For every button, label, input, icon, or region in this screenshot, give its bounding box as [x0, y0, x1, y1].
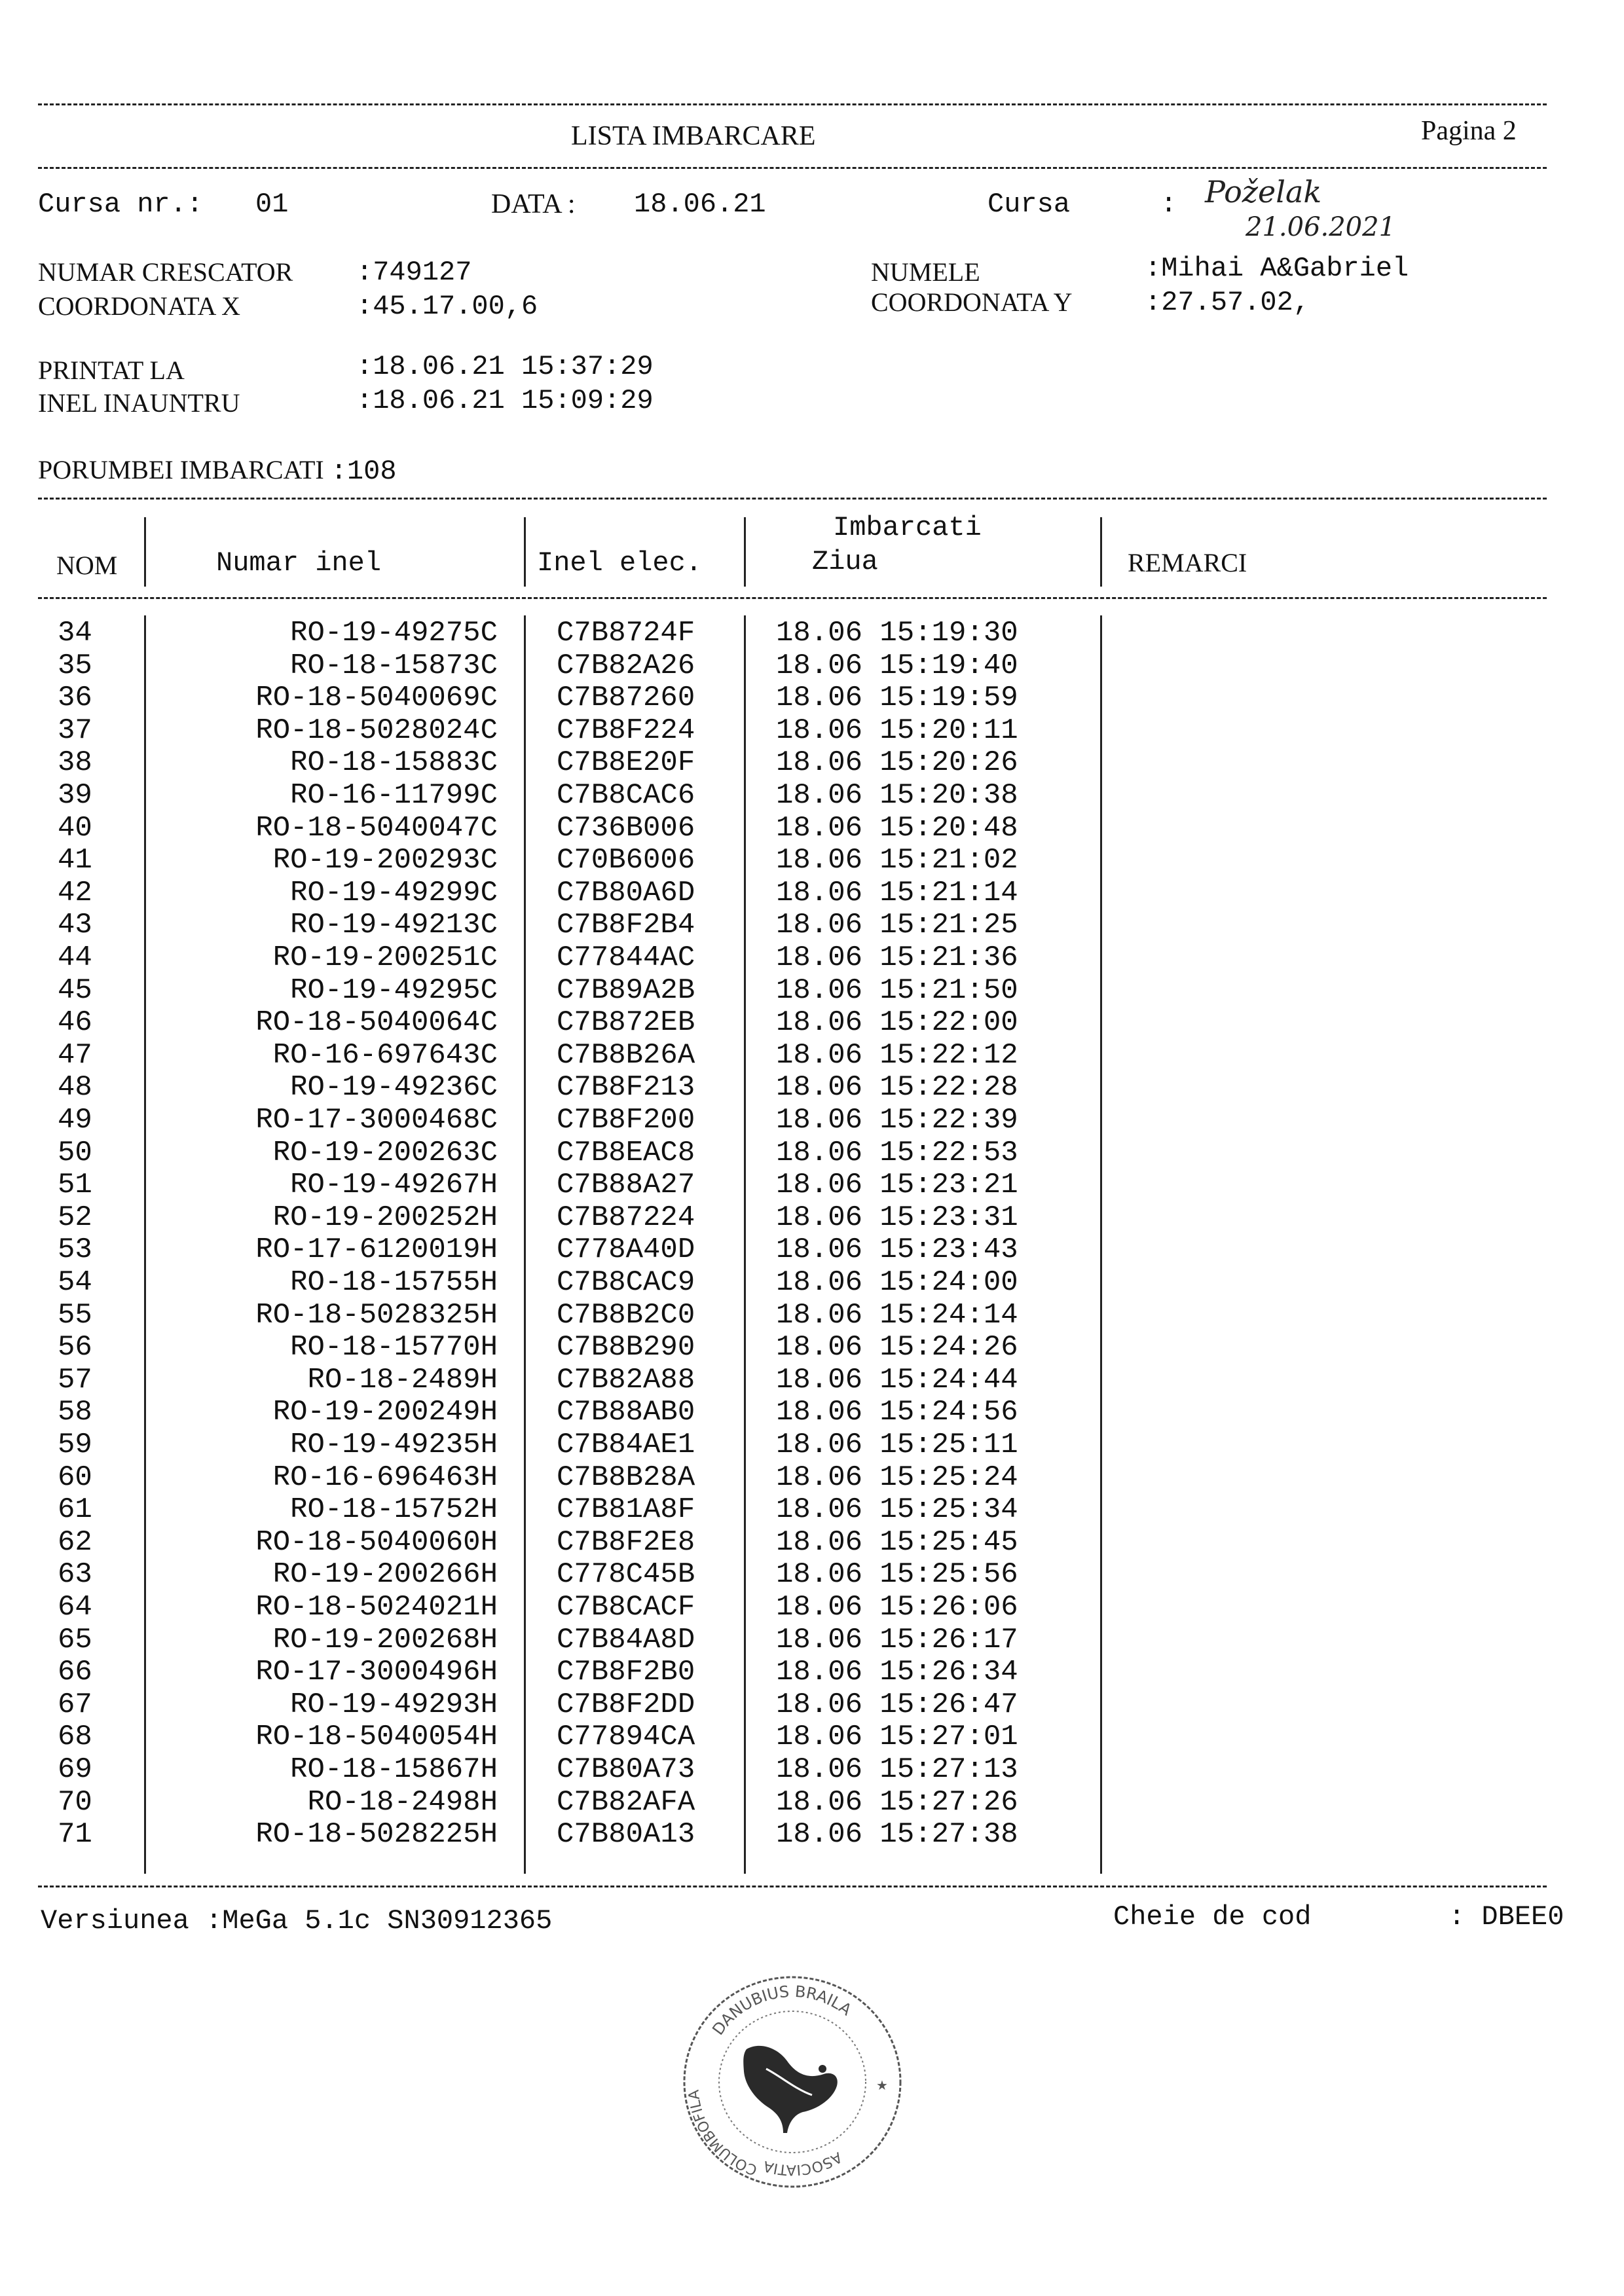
header-separator-3 [744, 517, 746, 587]
cell-inel-elec: C7B87260 [557, 682, 695, 715]
cell-nom: 54 [58, 1266, 92, 1299]
cell-nom: 38 [58, 746, 92, 780]
cell-inel-elec: C7B82AFA [557, 1785, 695, 1819]
cell-numar-inel: RO-18-15883C [290, 746, 498, 780]
cheie-label: Cheie de cod [1113, 1901, 1312, 1933]
cell-inel-elec: C778C45B [557, 1558, 695, 1592]
cell-numar-inel: RO-17-3000496H [255, 1656, 498, 1689]
table-row [0, 1818, 1624, 1851]
cell-inel-elec: C7B8724F [557, 617, 695, 649]
table-row [0, 1169, 1624, 1201]
cursa-separator: : [1160, 189, 1177, 220]
cell-ziua: 18.06 15:21:02 [776, 844, 1018, 877]
table-row [0, 682, 1624, 714]
cell-ziua: 18.06 15:26:47 [776, 1688, 1018, 1721]
coord-y-label: COORDONATA Y [871, 287, 1073, 317]
cell-ziua: 18.06 15:19:30 [776, 617, 1018, 649]
cell-ziua: 18.06 15:22:28 [776, 1071, 1018, 1104]
cell-inel-elec: C7B8B28A [557, 1461, 695, 1494]
cell-nom: 41 [58, 844, 92, 877]
cell-inel-elec: C77844AC [557, 941, 695, 974]
version-info: Versiunea :MeGa 5.1c SN30912365 [41, 1905, 553, 1937]
cell-ziua: 18.06 15:19:59 [776, 682, 1018, 715]
table-row [0, 1201, 1624, 1234]
table-row [0, 1266, 1624, 1299]
pigeon-emblem-icon [743, 2046, 838, 2133]
cell-inel-elec: C7B8F2B0 [557, 1656, 695, 1689]
inel-inauntru-label: INEL INAUNTRU [38, 388, 240, 418]
table-row [0, 1006, 1624, 1039]
cell-numar-inel: RO-17-3000468C [255, 1104, 498, 1137]
numele-label: NUMELE [871, 257, 980, 287]
cell-nom: 40 [58, 811, 92, 845]
col-header-numar-inel: Numar inel [216, 547, 382, 579]
cell-ziua: 18.06 15:22:53 [776, 1136, 1018, 1169]
cell-nom: 62 [58, 1525, 92, 1559]
cell-nom: 47 [58, 1038, 92, 1072]
data-label: DATA : [491, 189, 576, 219]
cell-ziua: 18.06 15:22:12 [776, 1038, 1018, 1072]
cell-ziua: 18.06 15:23:43 [776, 1233, 1018, 1267]
association-stamp [668, 1964, 917, 2200]
table-row [0, 617, 1624, 649]
cell-numar-inel: RO-18-5028225H [255, 1818, 498, 1851]
table-row [0, 1656, 1624, 1688]
table-row [0, 779, 1624, 812]
cell-numar-inel: RO-18-5040054H [255, 1721, 498, 1754]
cell-inel-elec: C7B8F2B4 [557, 909, 695, 942]
cell-nom: 66 [58, 1656, 92, 1689]
cell-nom: 64 [58, 1591, 92, 1624]
table-header-rule [38, 597, 1547, 599]
cell-nom: 60 [58, 1461, 92, 1494]
cell-nom: 39 [58, 779, 92, 812]
cell-numar-inel: RO-19-49235H [290, 1429, 498, 1461]
cell-inel-elec: C7B8F200 [557, 1104, 695, 1137]
cell-inel-elec: C7B8F2DD [557, 1688, 695, 1721]
stamp-star-icon: ★ [876, 2077, 888, 2093]
header-separator-4 [1100, 517, 1102, 587]
table-row [0, 974, 1624, 1007]
cell-inel-elec: C736B006 [557, 811, 695, 845]
cell-nom: 68 [58, 1721, 92, 1754]
header-rule [38, 167, 1547, 169]
table-row [0, 1429, 1624, 1461]
table-row [0, 941, 1624, 974]
table-row [0, 1591, 1624, 1624]
cell-inel-elec: C70B6006 [557, 844, 695, 877]
cell-inel-elec: C7B8F224 [557, 714, 695, 747]
handwritten-date: 21.06.2021 [1246, 212, 1396, 242]
col-header-remarci: REMARCI [1128, 548, 1247, 577]
table-row [0, 1786, 1624, 1819]
table-row [0, 1558, 1624, 1591]
numar-crescator-label: NUMAR CRESCATOR [38, 257, 293, 287]
col-header-imbarcati: Imbarcati [833, 512, 982, 543]
cell-numar-inel: RO-18-5028325H [255, 1298, 498, 1332]
cell-numar-inel: RO-18-5024021H [255, 1591, 498, 1624]
cell-nom: 67 [58, 1688, 92, 1721]
cursa-nr-label: Cursa nr.: [38, 189, 204, 220]
cell-nom: 55 [58, 1298, 92, 1332]
cursa-label: Cursa [987, 189, 1071, 220]
cell-numar-inel: RO-18-15755H [290, 1266, 498, 1299]
col-header-ziua: Ziua [812, 546, 878, 577]
cell-inel-elec: C77894CA [557, 1721, 695, 1754]
cell-ziua: 18.06 15:20:26 [776, 746, 1018, 780]
table-row [0, 1721, 1624, 1753]
cell-inel-elec: C7B82A26 [557, 649, 695, 682]
cell-inel-elec: C7B89A2B [557, 974, 695, 1007]
cell-numar-inel: RO-18-15770H [290, 1331, 498, 1364]
coord-x-label: COORDONATA X [38, 291, 241, 321]
cell-nom: 58 [58, 1396, 92, 1429]
cell-ziua: 18.06 15:20:11 [776, 714, 1018, 747]
cell-inel-elec: C7B84AE1 [557, 1429, 695, 1461]
cell-ziua: 18.06 15:24:26 [776, 1331, 1018, 1364]
cell-nom: 56 [58, 1331, 92, 1364]
cell-nom: 44 [58, 941, 92, 974]
table-row [0, 1753, 1624, 1786]
cell-ziua: 18.06 15:26:34 [776, 1656, 1018, 1689]
cell-nom: 50 [58, 1136, 92, 1169]
cell-inel-elec: C7B80A13 [557, 1818, 695, 1851]
cell-inel-elec: C7B8CAC9 [557, 1266, 695, 1299]
printat-value: :18.06.21 15:37:29 [356, 351, 654, 382]
cell-inel-elec: C7B88A27 [557, 1169, 695, 1202]
cell-inel-elec: C7B8F213 [557, 1071, 695, 1104]
cell-inel-elec: C7B872EB [557, 1006, 695, 1040]
coord-y-value: :27.57.02, [1145, 287, 1310, 318]
cell-nom: 34 [58, 617, 92, 649]
coord-x-value: :45.17.00,6 [356, 291, 538, 322]
cell-numar-inel: RO-19-49275C [290, 617, 498, 649]
cell-nom: 63 [58, 1558, 92, 1592]
cell-ziua: 18.06 15:21:25 [776, 909, 1018, 942]
cell-numar-inel: RO-18-5040047C [255, 811, 498, 845]
table-row [0, 1493, 1624, 1526]
cell-ziua: 18.06 15:26:06 [776, 1591, 1018, 1624]
cell-nom: 52 [58, 1201, 92, 1234]
cell-numar-inel: RO-18-5040060H [255, 1525, 498, 1559]
table-row [0, 1526, 1624, 1559]
cell-numar-inel: RO-19-49299C [290, 876, 498, 909]
cell-ziua: 18.06 15:27:26 [776, 1785, 1018, 1819]
cell-numar-inel: RO-19-49295C [290, 974, 498, 1007]
inel-inauntru-value: :18.06.21 15:09:29 [356, 385, 654, 416]
stamp-text-top: DANUBIUS BRAILA [709, 1982, 855, 2039]
table-row [0, 1688, 1624, 1721]
cell-numar-inel: RO-19-200266H [272, 1558, 498, 1592]
cell-inel-elec: C7B8B2C0 [557, 1298, 695, 1332]
col-header-inel-elec: Inel elec. [537, 547, 703, 579]
porumbei-value: :108 [330, 456, 397, 487]
cell-numar-inel: RO-19-49293H [290, 1688, 498, 1721]
cell-ziua: 18.06 15:27:01 [776, 1721, 1018, 1754]
cell-ziua: 18.06 15:20:48 [776, 811, 1018, 845]
cell-ziua: 18.06 15:24:00 [776, 1266, 1018, 1299]
cell-numar-inel: RO-19-200252H [272, 1201, 498, 1234]
cell-numar-inel: RO-19-49267H [290, 1169, 498, 1202]
table-row [0, 1396, 1624, 1429]
cell-nom: 35 [58, 649, 92, 682]
cell-numar-inel: RO-18-2498H [307, 1785, 498, 1819]
cell-numar-inel: RO-16-697643C [272, 1038, 498, 1072]
table-body [0, 617, 1624, 1874]
cell-ziua: 18.06 15:21:50 [776, 974, 1018, 1007]
cell-nom: 51 [58, 1169, 92, 1202]
cell-nom: 45 [58, 974, 92, 1007]
cell-numar-inel: RO-18-15873C [290, 649, 498, 682]
cursa-nr-value: 01 [255, 189, 289, 220]
table-row [0, 1331, 1624, 1364]
cell-ziua: 18.06 15:22:00 [776, 1006, 1018, 1040]
cell-nom: 36 [58, 682, 92, 715]
cell-nom: 37 [58, 714, 92, 747]
cell-inel-elec: C7B8CACF [557, 1591, 695, 1624]
cell-ziua: 18.06 15:25:45 [776, 1525, 1018, 1559]
cell-ziua: 18.06 15:25:11 [776, 1429, 1018, 1461]
cell-ziua: 18.06 15:21:36 [776, 941, 1018, 974]
cell-nom: 70 [58, 1785, 92, 1819]
cell-ziua: 18.06 15:27:13 [776, 1753, 1018, 1786]
table-row [0, 844, 1624, 877]
cell-ziua: 18.06 15:24:14 [776, 1298, 1018, 1332]
cell-ziua: 18.06 15:23:31 [776, 1201, 1018, 1234]
cell-ziua: 18.06 15:23:21 [776, 1169, 1018, 1202]
cell-nom: 61 [58, 1493, 92, 1527]
cell-ziua: 18.06 15:21:14 [776, 876, 1018, 909]
table-row [0, 909, 1624, 941]
cell-inel-elec: C7B88AB0 [557, 1396, 695, 1429]
stamp-text-bottom: ASOCIATIA [762, 2148, 845, 2178]
cell-numar-inel: RO-19-200251C [272, 941, 498, 974]
cell-ziua: 18.06 15:24:44 [776, 1363, 1018, 1396]
cell-nom: 49 [58, 1104, 92, 1137]
table-row [0, 1233, 1624, 1266]
numele-value: :Mihai A&Gabriel [1145, 253, 1409, 284]
table-top-rule [38, 498, 1547, 500]
cell-numar-inel: RO-18-5040064C [255, 1006, 498, 1040]
page-title: LISTA IMBARCARE [571, 121, 816, 151]
cell-numar-inel: RO-16-11799C [290, 779, 498, 812]
numar-crescator-value: :749127 [356, 257, 472, 288]
cell-numar-inel: RO-18-5040069C [255, 682, 498, 715]
cheie-value: : DBEE0 [1449, 1901, 1564, 1933]
table-bottom-rule [38, 1886, 1547, 1887]
cell-inel-elec: C778A40D [557, 1233, 695, 1267]
cell-ziua: 18.06 15:24:56 [776, 1396, 1018, 1429]
cell-numar-inel: RO-18-15752H [290, 1493, 498, 1527]
table-row [0, 649, 1624, 682]
cell-numar-inel: RO-19-200263C [272, 1136, 498, 1169]
cell-nom: 57 [58, 1363, 92, 1396]
cell-numar-inel: RO-18-15867H [290, 1753, 498, 1786]
cell-inel-elec: C7B81A8F [557, 1493, 695, 1527]
table-row [0, 1137, 1624, 1169]
cell-numar-inel: RO-19-49213C [290, 909, 498, 942]
stamp-text-left: COLUMBOFILA [686, 2088, 760, 2178]
cell-inel-elec: C7B8EAC8 [557, 1136, 695, 1169]
cell-inel-elec: C7B8CAC6 [557, 779, 695, 812]
cell-inel-elec: C7B8E20F [557, 746, 695, 780]
cell-ziua: 18.06 15:20:38 [776, 779, 1018, 812]
cell-inel-elec: C7B84A8D [557, 1623, 695, 1656]
cell-nom: 53 [58, 1233, 92, 1267]
table-row [0, 714, 1624, 747]
cell-inel-elec: C7B8B290 [557, 1331, 695, 1364]
table-row [0, 1624, 1624, 1656]
cell-nom: 69 [58, 1753, 92, 1786]
cell-numar-inel: RO-19-200268H [272, 1623, 498, 1656]
cell-inel-elec: C7B80A73 [557, 1753, 695, 1786]
cell-nom: 71 [58, 1818, 92, 1851]
header-separator-2 [524, 517, 526, 587]
table-row [0, 1071, 1624, 1104]
cell-ziua: 18.06 15:22:39 [776, 1104, 1018, 1137]
cell-ziua: 18.06 15:26:17 [776, 1623, 1018, 1656]
cell-nom: 48 [58, 1071, 92, 1104]
cell-nom: 46 [58, 1006, 92, 1040]
cell-inel-elec: C7B8B26A [557, 1038, 695, 1072]
table-row [0, 1364, 1624, 1396]
cell-nom: 59 [58, 1429, 92, 1461]
cell-numar-inel: RO-17-6120019H [255, 1233, 498, 1267]
table-row [0, 877, 1624, 909]
table-row [0, 1104, 1624, 1137]
cell-inel-elec: C7B87224 [557, 1201, 695, 1234]
table-row [0, 746, 1624, 779]
table-row [0, 812, 1624, 845]
cell-nom: 43 [58, 909, 92, 942]
printat-label: PRINTAT LA [38, 355, 185, 385]
porumbei-label: PORUMBEI IMBARCATI [38, 455, 324, 484]
cell-nom: 42 [58, 876, 92, 909]
cell-inel-elec: C7B80A6D [557, 876, 695, 909]
cell-inel-elec: C7B8F2E8 [557, 1525, 695, 1559]
cell-inel-elec: C7B82A88 [557, 1363, 695, 1396]
table-row [0, 1461, 1624, 1494]
col-header-nom: NOM [56, 551, 118, 580]
cell-ziua: 18.06 15:25:56 [776, 1558, 1018, 1592]
header-separator-1 [144, 517, 146, 587]
porumbei-line [38, 454, 397, 487]
table-row [0, 1299, 1624, 1332]
data-value: 18.06.21 [634, 189, 766, 220]
cell-numar-inel: RO-18-5028024C [255, 714, 498, 747]
cell-numar-inel: RO-18-2489H [307, 1363, 498, 1396]
page-number: Pagina 2 [1421, 116, 1517, 146]
table-row [0, 1039, 1624, 1072]
cell-ziua: 18.06 15:19:40 [776, 649, 1018, 682]
top-rule [38, 103, 1547, 105]
cell-ziua: 18.06 15:25:34 [776, 1493, 1018, 1527]
cell-numar-inel: RO-19-49236C [290, 1071, 498, 1104]
cell-numar-inel: RO-16-696463H [272, 1461, 498, 1494]
cell-ziua: 18.06 15:27:38 [776, 1818, 1018, 1851]
cell-ziua: 18.06 15:25:24 [776, 1461, 1018, 1494]
cell-nom: 65 [58, 1623, 92, 1656]
cell-numar-inel: RO-19-200249H [272, 1396, 498, 1429]
handwritten-cursa-name: Poželak [1205, 174, 1322, 210]
cell-numar-inel: RO-19-200293C [272, 844, 498, 877]
